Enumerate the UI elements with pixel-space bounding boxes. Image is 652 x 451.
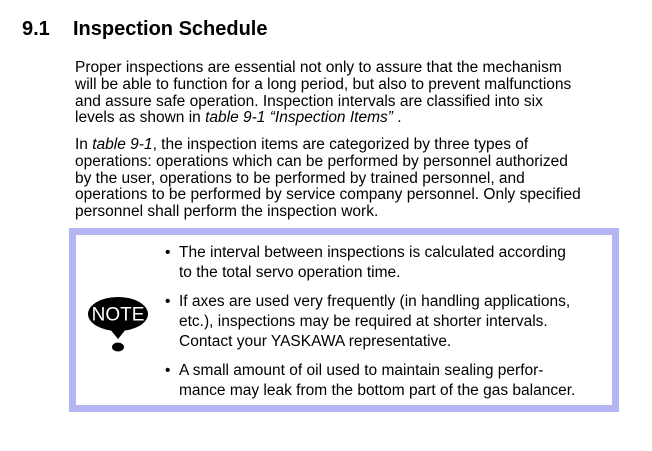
note-line: to the total servo operation time. xyxy=(179,264,401,281)
note-item xyxy=(165,292,615,352)
paragraph-line: operations: operations which can be performed by personnel authorized xyxy=(75,152,568,170)
note-box xyxy=(69,228,619,412)
text-segment: , the inspection items are categorized by three types of xyxy=(152,136,529,153)
note-item xyxy=(165,361,615,401)
text-segment: levels as shown in xyxy=(75,109,206,127)
paragraph-line xyxy=(75,137,581,154)
paragraph-line: personnel shall perform the inspection work. xyxy=(75,203,379,221)
paragraph-line: will be able to function for a long period, but also to prevent malfunctions xyxy=(75,75,572,93)
note-line: A small amount of oil used to maintain sealing perfor- xyxy=(179,362,544,379)
section-number: 9.1 xyxy=(22,18,50,40)
section-title: Inspection Schedule xyxy=(73,18,268,40)
note-line: The interval between inspections is calculated according xyxy=(179,244,566,261)
intro-paragraph xyxy=(75,60,571,127)
paragraph-line: operations to be performed by service company personnel. Only specified xyxy=(75,186,581,204)
paragraph-line: and assure safe operation. Inspection intervals are classified into six xyxy=(75,92,543,110)
bullet-icon: • xyxy=(165,293,171,310)
table-title-reference: “Inspection Items” xyxy=(269,109,393,127)
paragraph-line: by the user, operations to be performed by trained personnel, and xyxy=(75,169,525,187)
bullet-icon: • xyxy=(165,362,171,379)
note-icon-label: NOTE xyxy=(91,304,145,326)
paragraph-line: Proper inspections are essential not only to assure that the mechanism xyxy=(75,59,562,76)
text-segment: In xyxy=(75,136,93,153)
note-list xyxy=(165,243,615,410)
text-segment: . xyxy=(392,109,402,127)
table-reference-link[interactable]: table 9-1 xyxy=(205,109,266,127)
categories-paragraph xyxy=(75,137,581,221)
note-line: etc.), inspections may be required at shorter intervals. xyxy=(179,313,548,330)
bullet-icon: • xyxy=(165,244,171,261)
note-line: Contact your YASKAWA representative. xyxy=(179,333,452,350)
note-line: mance may leak from the bottom part of the gas balancer. xyxy=(179,382,576,399)
paragraph-line xyxy=(75,110,571,127)
note-line: If axes are used very frequently (in handling applications, xyxy=(179,293,571,310)
table-reference-link[interactable]: table 9-1 xyxy=(92,136,153,153)
note-icon xyxy=(86,297,150,355)
note-item xyxy=(165,243,615,283)
